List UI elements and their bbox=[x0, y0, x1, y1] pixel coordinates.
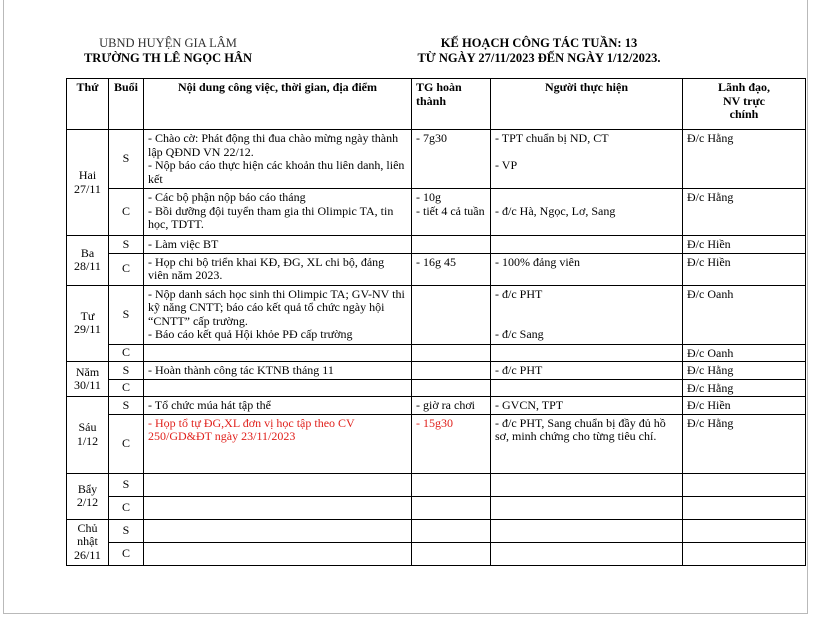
person-cell bbox=[491, 519, 683, 542]
leader-cell bbox=[683, 473, 806, 496]
session-cell: S bbox=[109, 473, 144, 496]
session-cell: C bbox=[109, 253, 144, 285]
leader-cell bbox=[683, 519, 806, 542]
content-line: - Báo cáo kết quả Hội khỏe PĐ cấp trường bbox=[148, 327, 353, 341]
session-cell: C bbox=[109, 189, 144, 236]
table-header-row bbox=[67, 79, 806, 130]
day-name: Tư bbox=[80, 308, 95, 323]
table-row bbox=[67, 130, 806, 189]
session-cell: S bbox=[109, 397, 144, 415]
content-line: - Chào cờ: Phát động thi đua chào mừng ngày thành lập QĐND VN 22/12. bbox=[148, 131, 399, 159]
content-cell bbox=[144, 473, 412, 496]
person-cell: - đ/c PHT, Sang chuẩn bị đầy đủ hồ sơ, minh chứng cho từng tiêu chí. bbox=[491, 414, 683, 473]
time-cell: - 7g30 bbox=[412, 130, 491, 189]
table-row bbox=[67, 253, 806, 285]
content-line: - Các bộ phận nộp báo cáo tháng bbox=[148, 190, 306, 204]
time-cell bbox=[412, 362, 491, 380]
content-cell bbox=[144, 496, 412, 519]
col-header-leader-l2: NV trực bbox=[723, 93, 765, 108]
session-cell: C bbox=[109, 496, 144, 519]
time-line: - tiết 4 cả tuần bbox=[416, 203, 485, 218]
day-name: Hai bbox=[78, 168, 97, 182]
content-cell bbox=[144, 189, 412, 236]
day-name: nhật bbox=[77, 534, 98, 549]
content-cell: - Họp tổ tự ĐG,XL đơn vị học tập theo CV 250/GD&ĐT ngày 23/11/2023 bbox=[144, 414, 412, 473]
day-cell-ba bbox=[67, 236, 109, 286]
day-cell-cn bbox=[67, 519, 109, 565]
time-cell bbox=[412, 519, 491, 542]
table-row bbox=[67, 285, 806, 344]
table-row bbox=[67, 362, 806, 380]
table-row bbox=[67, 397, 806, 415]
table-row bbox=[67, 496, 806, 519]
leader-cell bbox=[683, 542, 806, 565]
col-header-leader-l1: Lãnh đạo, bbox=[717, 80, 771, 94]
person-line: - đ/c Sang bbox=[495, 327, 544, 341]
content-cell bbox=[144, 344, 412, 362]
col-header-leader bbox=[683, 79, 806, 130]
person-cell: - GVCN, TPT bbox=[491, 397, 683, 415]
col-header-time-l2: thành bbox=[416, 93, 447, 108]
content-line: - Bồi dưỡng đội tuyển tham gia thi Olimpic TA, tin học, TDTT. bbox=[148, 203, 394, 231]
session-cell: S bbox=[109, 236, 144, 254]
col-header-content: Nội dung công việc, thời gian, địa điểm bbox=[144, 79, 412, 130]
day-cell-hai bbox=[67, 130, 109, 236]
table-row bbox=[67, 379, 806, 397]
leader-cell: Đ/c Hiền bbox=[683, 236, 806, 254]
time-cell: - 15g30 bbox=[412, 414, 491, 473]
time-cell: - giờ ra chơi bbox=[412, 397, 491, 415]
col-header-leader-l3: chính bbox=[729, 107, 759, 121]
session-cell: S bbox=[109, 362, 144, 380]
person-cell bbox=[491, 130, 683, 189]
person-line: - TPT chuẩn bị ND, CT bbox=[495, 131, 609, 145]
time-cell bbox=[412, 379, 491, 397]
weekly-plan-table bbox=[66, 78, 806, 566]
header-left bbox=[68, 36, 268, 66]
day-name: Sáu bbox=[78, 420, 97, 435]
time-cell bbox=[412, 496, 491, 519]
school-name: TRƯỜNG TH LÊ NGỌC HÂN bbox=[83, 51, 253, 65]
day-date: 30/11 bbox=[74, 378, 101, 392]
time-cell bbox=[412, 236, 491, 254]
col-header-person: Người thực hiện bbox=[491, 79, 683, 130]
session-cell: S bbox=[109, 130, 144, 189]
content-line: - Nộp danh sách học sinh thi Olimpic TA; GV-NV thi kỹ năng CNTT; báo cáo kết quả tổ chức ngày hội “CNTT” cấp trường. bbox=[148, 286, 405, 328]
day-date: 28/11 bbox=[74, 259, 101, 274]
time-cell bbox=[412, 285, 491, 344]
leader-cell: Đ/c Hằng bbox=[683, 414, 806, 473]
leader-cell: Đ/c Hiền bbox=[683, 397, 806, 415]
session-cell: C bbox=[109, 414, 144, 473]
leader-cell: Đ/c Hằng bbox=[683, 189, 806, 236]
content-cell: - Hoàn thành công tác KTNB tháng 11 bbox=[144, 362, 412, 380]
leader-cell: Đ/c Hằng bbox=[683, 362, 806, 380]
content-cell bbox=[144, 285, 412, 344]
person-cell bbox=[491, 236, 683, 254]
district-name: UBND HUYỆN GIA LÂM bbox=[99, 36, 237, 50]
day-cell-sau bbox=[67, 397, 109, 474]
day-name: Chủ bbox=[77, 520, 98, 535]
person-cell bbox=[491, 379, 683, 397]
col-header-session: Buổi bbox=[109, 79, 144, 130]
person-cell bbox=[491, 473, 683, 496]
time-cell bbox=[412, 542, 491, 565]
session-cell: C bbox=[109, 344, 144, 362]
person-line: - đ/c PHT bbox=[495, 286, 543, 301]
day-cell-tu bbox=[67, 285, 109, 362]
person-cell: - 100% đảng viên bbox=[491, 253, 683, 285]
table-row bbox=[67, 236, 806, 254]
content-cell bbox=[144, 379, 412, 397]
day-name: Năm bbox=[75, 364, 100, 379]
table-row bbox=[67, 519, 806, 542]
col-header-time-l1: TG hoàn bbox=[416, 80, 462, 94]
day-name: Ba bbox=[80, 245, 95, 260]
time-cell bbox=[412, 189, 491, 236]
session-cell: S bbox=[109, 519, 144, 542]
table-row bbox=[67, 189, 806, 236]
day-date: 29/11 bbox=[74, 322, 101, 337]
session-cell: S bbox=[109, 285, 144, 344]
day-name: Bẩy bbox=[77, 481, 98, 496]
day-date: 1/12 bbox=[76, 433, 99, 448]
person-line: - đ/c Hà, Ngọc, Lơ, Sang bbox=[495, 203, 616, 218]
day-cell-bay bbox=[67, 473, 109, 519]
time-cell: - 16g 45 bbox=[412, 253, 491, 285]
leader-cell: Đ/c Hằng bbox=[683, 130, 806, 189]
header-right bbox=[394, 36, 684, 66]
leader-cell: Đ/c Hiền bbox=[683, 253, 806, 285]
time-cell bbox=[412, 473, 491, 496]
person-cell bbox=[491, 285, 683, 344]
day-date: 26/11 bbox=[74, 547, 101, 562]
content-cell: - Tổ chức múa hát tập thể bbox=[144, 397, 412, 415]
person-line: - VP bbox=[495, 158, 518, 172]
plan-title: KẾ HOẠCH CÔNG TÁC TUẦN: 13 bbox=[440, 36, 638, 50]
table-row bbox=[67, 344, 806, 362]
plan-date-range: TỪ NGÀY 27/11/2023 ĐẾN NGÀY 1/12/2023. bbox=[417, 51, 661, 65]
content-cell: - Họp chi bộ triển khai KĐ, ĐG, XL chi bộ, đảng viên năm 2023. bbox=[144, 253, 412, 285]
person-cell bbox=[491, 496, 683, 519]
day-cell-nam bbox=[67, 362, 109, 397]
person-cell bbox=[491, 189, 683, 236]
table-row bbox=[67, 542, 806, 565]
content-line: - Nộp báo cáo thực hiện các khoản thu liên danh, liên kết bbox=[148, 158, 405, 186]
person-cell: - đ/c PHT bbox=[491, 362, 683, 380]
leader-cell: Đ/c Oanh bbox=[683, 285, 806, 344]
content-cell: - Làm việc BT bbox=[144, 236, 412, 254]
table-row bbox=[67, 414, 806, 473]
content-cell bbox=[144, 130, 412, 189]
leader-cell bbox=[683, 496, 806, 519]
time-cell bbox=[412, 344, 491, 362]
time-line: - 10g bbox=[416, 190, 441, 204]
content-cell bbox=[144, 542, 412, 565]
person-cell bbox=[491, 542, 683, 565]
person-cell bbox=[491, 344, 683, 362]
table-row bbox=[67, 473, 806, 496]
leader-cell: Đ/c Oanh bbox=[683, 344, 806, 362]
col-header-day: Thứ bbox=[67, 79, 109, 130]
content-cell bbox=[144, 519, 412, 542]
day-date: 2/12 bbox=[76, 495, 99, 509]
leader-cell: Đ/c Hằng bbox=[683, 379, 806, 397]
session-cell: C bbox=[109, 542, 144, 565]
col-header-time bbox=[412, 79, 491, 130]
day-date: 27/11 bbox=[74, 181, 101, 196]
session-cell: C bbox=[109, 379, 144, 397]
